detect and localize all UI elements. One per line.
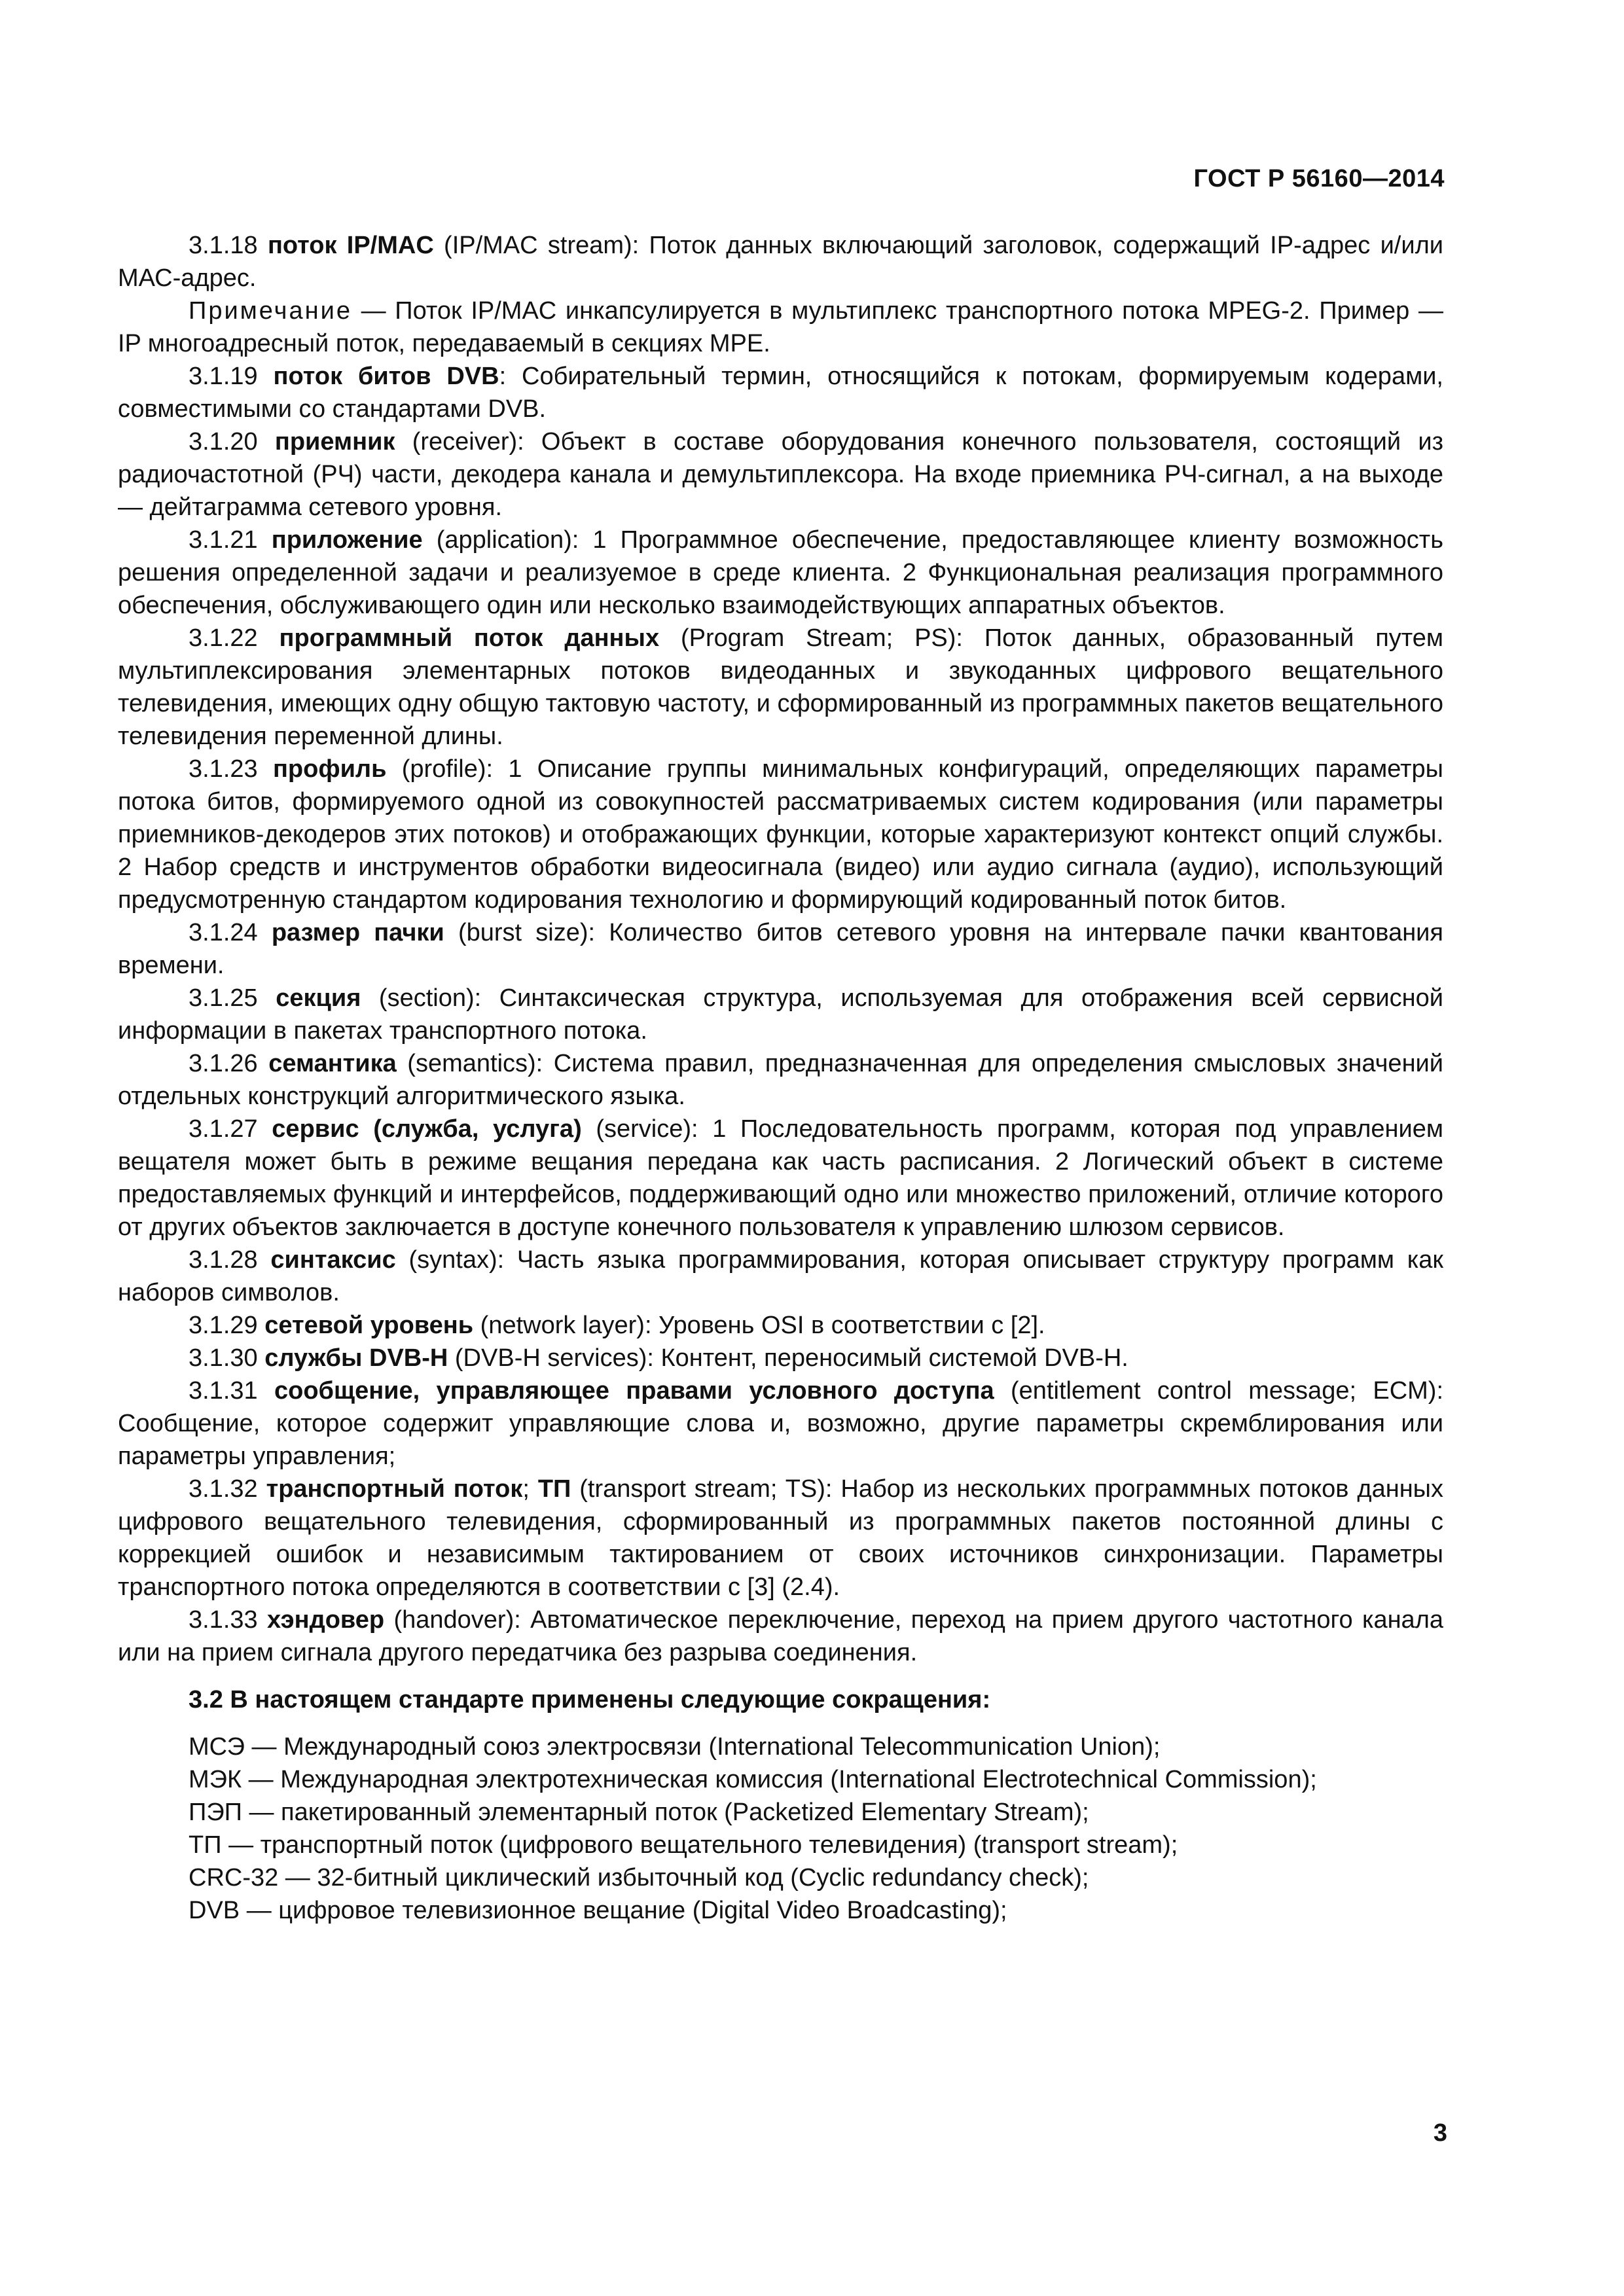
section-heading-3-2: 3.2 В настоящем стандарте применены следующие сокращения: — [189, 1686, 991, 1713]
definition-3-1-21: 3.1.21 приложение (application): 1 Программное обеспечение, предоставляющее клиенту возможность решения определенной задачи и реализуемое в среде клиента. 2 Функциональная реализация программного обеспечения, обслуживающего один или несколько взаимодействующих аппаратных объектов. — [118, 526, 1444, 619]
definition-3-1-20: 3.1.20 приемник (receiver): Объект в составе оборудования конечного пользователя, состоящий из радиочастотной (РЧ) части, декодера канала и демультиплексора. На входе приемника РЧ-сигнал, а на выходе — дейтаграмма сетевого уровня. — [118, 428, 1443, 521]
definition-3-1-33: 3.1.33 хэндовер (handover): Автоматическое переключение, переход на прием другого частотного канала или на прием сигнала другого передатчика без разрыва соединения. — [118, 1606, 1443, 1666]
abbreviation-item: DVB — цифровое телевизионное вещание (Digital Video Broadcasting); — [189, 1897, 1007, 1924]
document-body — [118, 229, 1443, 1927]
definition-3-1-27: 3.1.27 сервис (служба, услуга) (service): 1 Последовательность программ, которая под управлением вещателя может быть в режиме вещания передана как часть расписания. 2 Логический объект в системе предоставляемых функций и интерфейсов, поддерживающий одно или множество приложений, отличие которого от других объектов заключается в доступе конечного пользователя к управлению шлюзом сервисов. — [118, 1115, 1443, 1241]
definition-3-1-19: 3.1.19 поток битов DVB: Собирательный термин, относящийся к потокам, формируемым кодерами, совместимыми со стандартами DVB. — [118, 363, 1443, 423]
note-paragraph: Примечание — Поток IP/MAC инкапсулируется в мультиплекс транспортного потока MPEG-2. Пример — IP многоадресный поток, передаваемый в секциях МРЕ. — [118, 297, 1443, 357]
abbreviation-item: CRC-32 — 32-битный циклический избыточный код (Cyclic redundancy check); — [189, 1864, 1089, 1892]
definition-3-1-23: 3.1.23 профиль (profile): 1 Описание группы минимальных конфигураций, определяющих параметры потока битов, формируемого одной из совокупностей рассматриваемых систем кодирования (или параметры приемников-декодеров этих потоков) и отображающих функции, которые характеризуют контекст опций службы. 2 Набор средств и инструментов обработки видеосигнала (видео) или аудио сигнала (аудио), использующий предусмотренную стандартом кодирования технологию и формирующий кодированный поток битов. — [118, 755, 1443, 914]
definition-3-1-18: 3.1.18 поток IP/MAC (IP/MAC stream): Поток данных включающий заголовок, содержащий IP-адрес и/или МАС-адрес. — [118, 232, 1443, 292]
definition-3-1-25: 3.1.25 секция (section): Синтаксическая структура, используемая для отображения всей сервисной информации в пакетах транспортного потока. — [118, 984, 1443, 1045]
abbreviation-item: МЭК — Международная электротехническая комиссия (International Electrotechnical Commission); — [189, 1766, 1317, 1793]
abbreviation-item: ТП — транспортный поток (цифрового вещательного телевидения) (transport stream); — [189, 1831, 1178, 1859]
definition-3-1-29: 3.1.29 сетевой уровень (network layer): Уровень OSI в соответствии с [2]. — [189, 1312, 1045, 1339]
definition-3-1-32: 3.1.32 транспортный поток; ТП (transport stream; TS): Набор из нескольких программных потоков данных цифрового вещательного телевидения, сформированный из программных пакетов постоянной длины с коррекцией ошибок и независимым тактированием от своих источников синхронизации. Параметры транспортного потока определяются в соответствии с [3] (2.4). — [118, 1475, 1443, 1601]
abbreviation-item: ПЭП — пакетированный элементарный поток (Packetized Elementary Stream); — [189, 1799, 1089, 1826]
definition-3-1-30: 3.1.30 службы DVB-H (DVB-H services): Контент, переносимый системой DVB-H. — [189, 1344, 1128, 1372]
definition-3-1-28: 3.1.28 синтаксис (syntax): Часть языка программирования, которая описывает структуру программ как наборов символов. — [118, 1246, 1443, 1306]
abbreviation-item: МСЭ — Международный союз электросвязи (International Telecommunication Union); — [189, 1733, 1161, 1761]
document-header: ГОСТ Р 56160—2014 — [1193, 165, 1445, 192]
page-number: 3 — [1433, 2119, 1447, 2147]
definition-3-1-31: 3.1.31 сообщение, управляющее правами условного доступа (entitlement control message; ECM): Сообщение, которое содержит управляющие слова и, возможно, другие параметры скремблирования или параметры управления; — [118, 1377, 1444, 1470]
definition-3-1-24: 3.1.24 размер пачки (burst size): Количество битов сетевого уровня на интервале пачки квантования времени. — [118, 919, 1443, 979]
definition-3-1-22: 3.1.22 программный поток данных (Program Stream; PS): Поток данных, образованный путем мультиплексирования элементарных потоков видеоданных и звукоданных цифрового вещательного телевидения, имеющих одну общую тактовую частоту, и сформированный из программных пакетов вещательного телевидения переменной длины. — [118, 624, 1444, 750]
definition-3-1-26: 3.1.26 семантика (semantics): Система правил, предназначенная для определения смысловых значений отдельных конструкций алгоритмического языка. — [118, 1050, 1444, 1110]
